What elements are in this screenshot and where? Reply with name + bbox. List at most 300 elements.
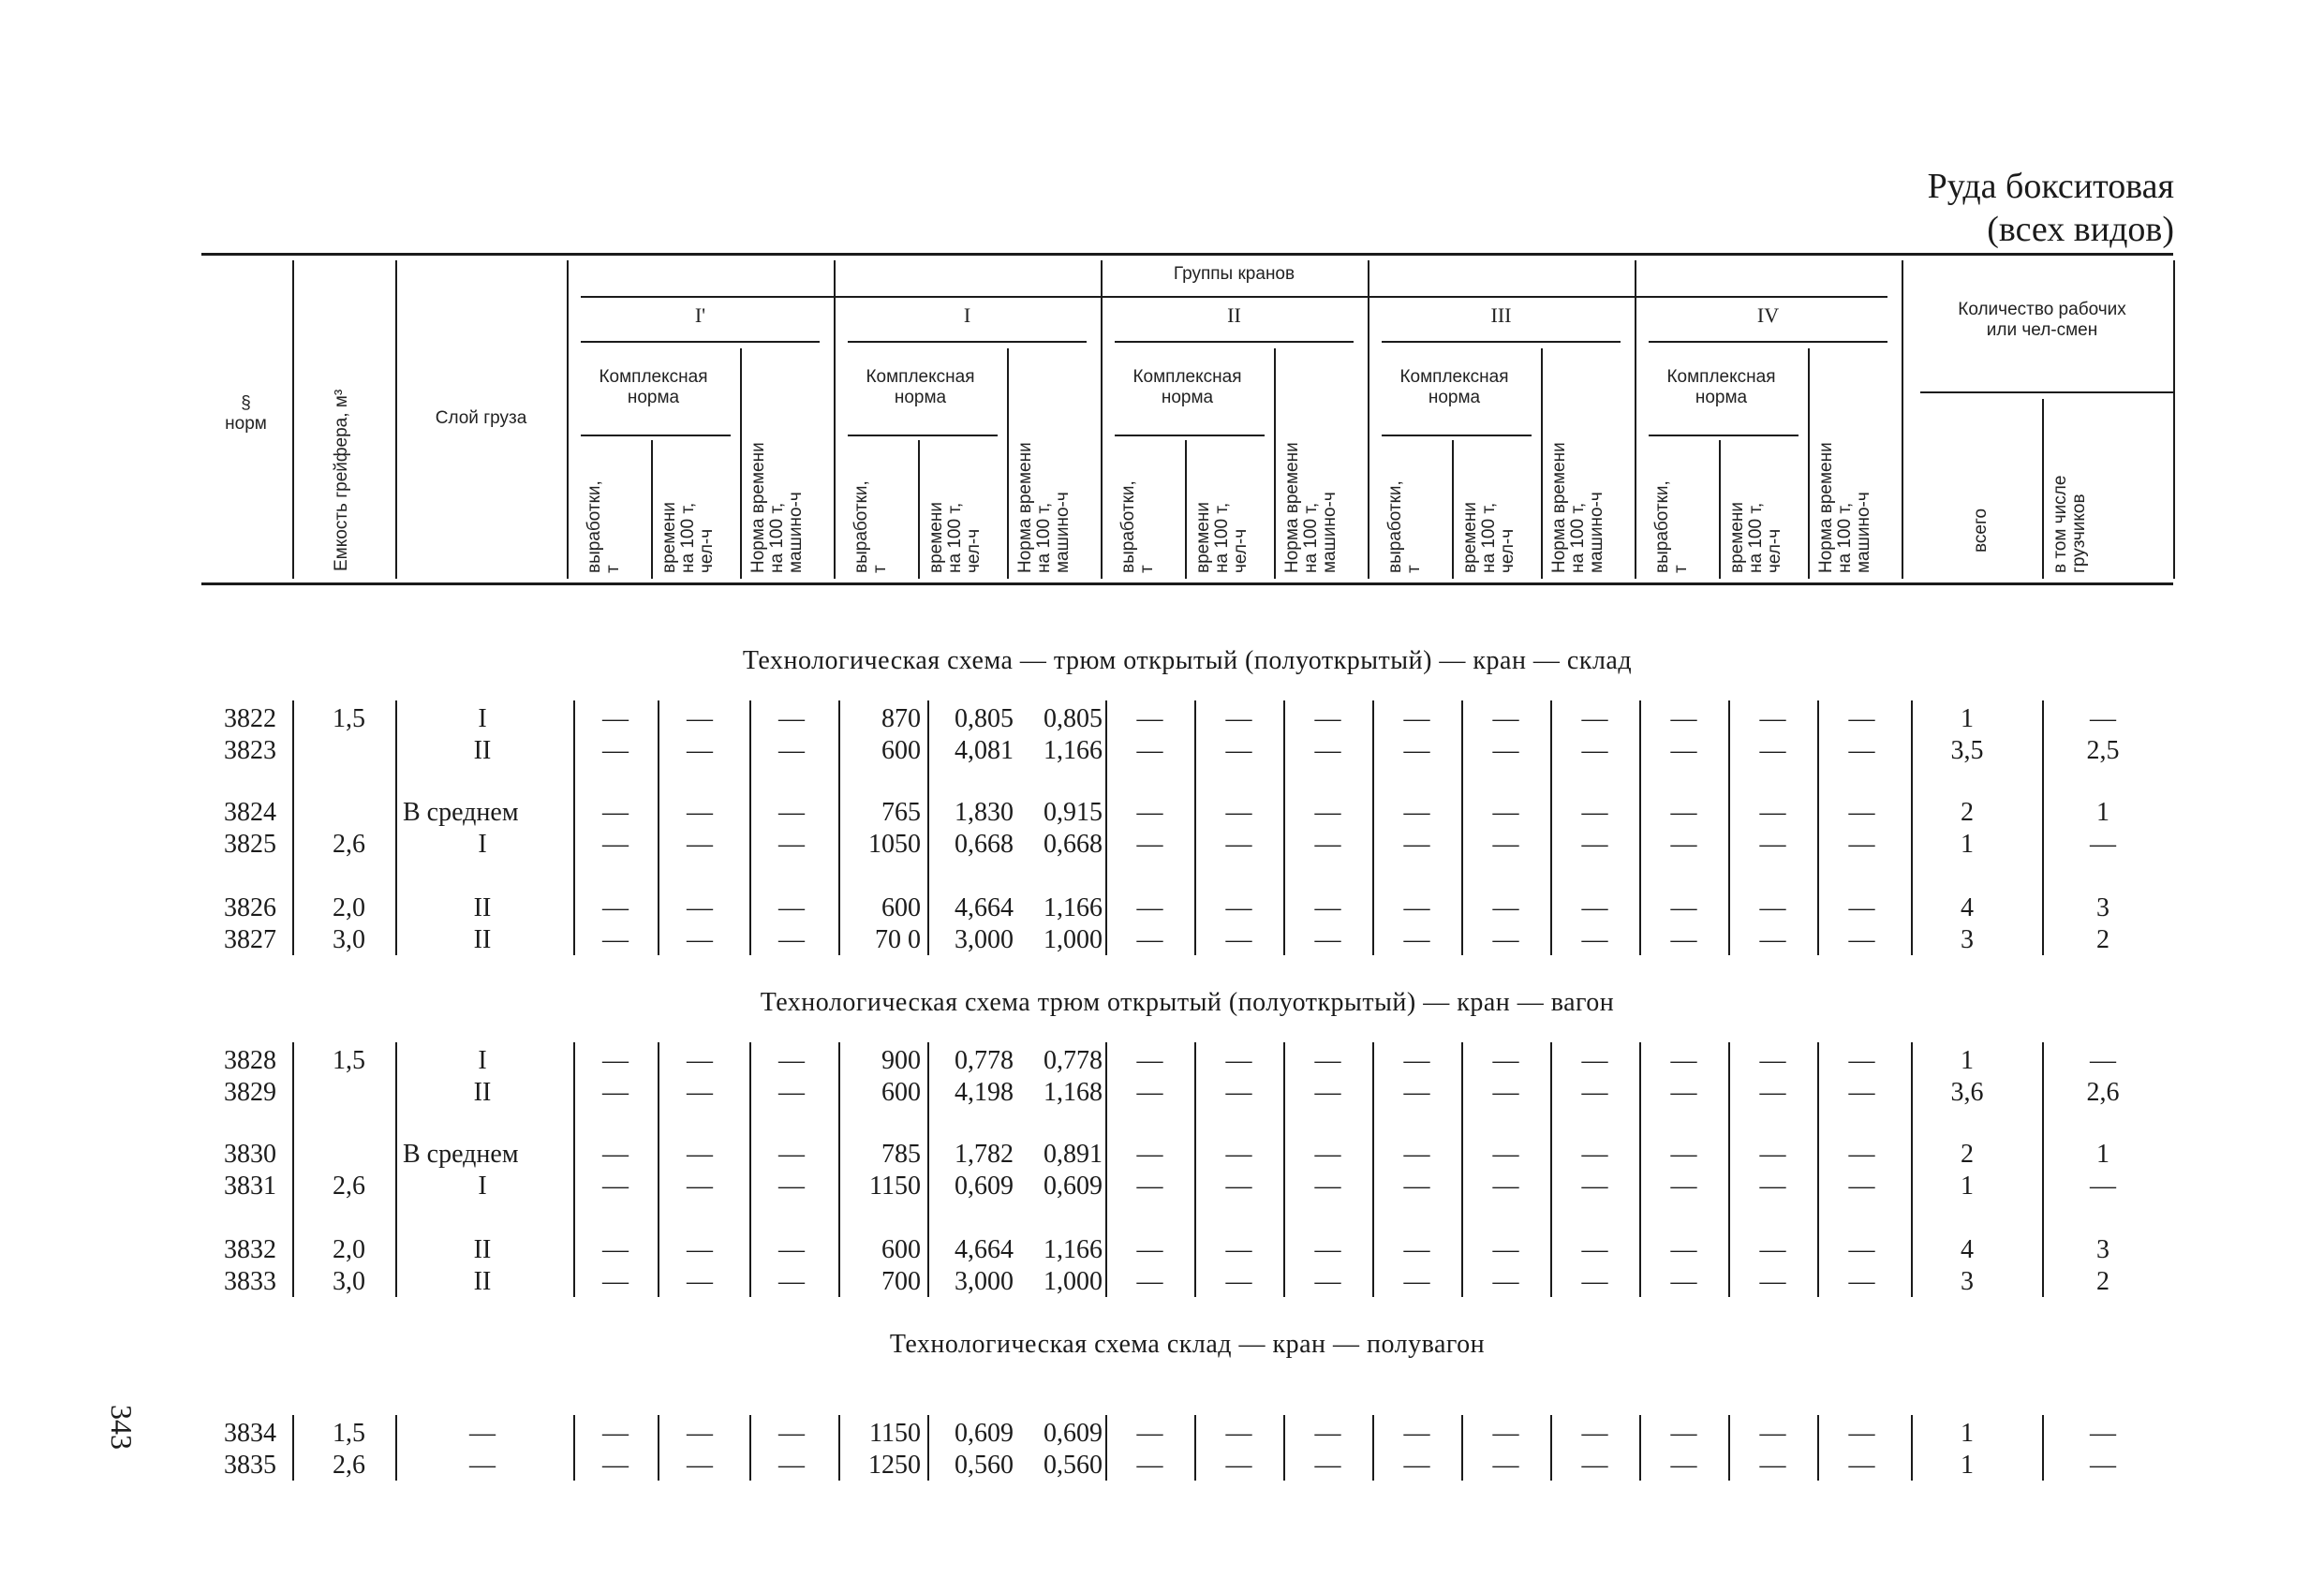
group-i-prime-dash: — xyxy=(778,893,805,922)
empty-group-dash: — xyxy=(1759,798,1786,827)
complex-split-rule xyxy=(1808,348,1810,579)
empty-group-dash: — xyxy=(1314,925,1341,954)
header-col-rule xyxy=(2173,260,2175,579)
empty-group-dash: — xyxy=(1225,1140,1252,1169)
empty-group-dash: — xyxy=(1492,925,1519,954)
empty-group-dash: — xyxy=(1848,1419,1875,1448)
empty-group-dash: — xyxy=(1670,830,1697,859)
table-row xyxy=(0,830,2324,860)
empty-group-dash: — xyxy=(1670,798,1697,827)
group-i-prime-dash: — xyxy=(602,736,629,765)
empty-group-dash: — xyxy=(1136,830,1163,859)
cargo-layer: — xyxy=(469,1419,496,1448)
complex-norm-label: Комплексная норма xyxy=(1399,367,1509,407)
time-value: 0,805 xyxy=(955,704,1014,733)
workers-loaders: 2 xyxy=(2096,925,2109,954)
time-value: 1,782 xyxy=(955,1140,1014,1169)
workers-total: 1 xyxy=(1961,1172,1974,1201)
time-value: 0,668 xyxy=(955,830,1014,859)
empty-group-dash: — xyxy=(1136,893,1163,922)
machine-value: 1,166 xyxy=(1044,1235,1103,1264)
title-line-1: Руда бокситовая xyxy=(1927,167,2174,206)
empty-group-dash: — xyxy=(1403,893,1430,922)
empty-group-dash: — xyxy=(1314,1078,1341,1107)
time-value: 4,664 xyxy=(955,893,1014,922)
output-value: 600 xyxy=(881,1078,921,1107)
empty-group-dash: — xyxy=(1759,1078,1786,1107)
empty-group-dash: — xyxy=(1225,1451,1252,1480)
crane-group-label: IV xyxy=(1756,303,1780,327)
output-time-rule xyxy=(918,440,920,579)
time-value: 0,609 xyxy=(955,1419,1014,1448)
norm-number: 3825 xyxy=(224,830,276,859)
output-value: 785 xyxy=(881,1140,921,1169)
empty-group-dash: — xyxy=(1848,1078,1875,1107)
machine-value: 0,891 xyxy=(1044,1140,1103,1169)
workers-total: 2 xyxy=(1961,798,1974,827)
empty-group-dash: — xyxy=(1403,1235,1430,1264)
group-i-prime-dash: — xyxy=(687,1235,713,1264)
workers-total: 1 xyxy=(1961,1046,1974,1075)
time-value: 4,081 xyxy=(955,736,1014,765)
time-label: времени на 100 т, чел-ч xyxy=(926,502,984,573)
machine-value: 0,560 xyxy=(1044,1451,1103,1480)
empty-group-dash: — xyxy=(1848,830,1875,859)
empty-group-dash: — xyxy=(1314,798,1341,827)
empty-group-dash: — xyxy=(1492,1451,1519,1480)
group-i-prime-dash: — xyxy=(778,1267,805,1296)
output-label: выработки, т xyxy=(1385,480,1424,573)
loaders-label: в том числе грузчиков xyxy=(2050,475,2089,573)
cargo-layer: В среднем xyxy=(403,1140,519,1169)
output-value: 1150 xyxy=(869,1419,921,1448)
group-i-prime-dash: — xyxy=(602,1078,629,1107)
empty-group-dash: — xyxy=(1759,1267,1786,1296)
cargo-layer: II xyxy=(473,1235,492,1264)
workers-total: 4 xyxy=(1961,893,1974,922)
cargo-layer: I xyxy=(478,1172,487,1201)
empty-group-dash: — xyxy=(1314,1419,1341,1448)
workers-split-rule xyxy=(2042,399,2044,579)
table-row xyxy=(0,1419,2324,1449)
complex-split-rule xyxy=(740,348,742,579)
workers-total: 3,5 xyxy=(1950,736,1984,765)
empty-group-dash: — xyxy=(1492,1078,1519,1107)
group-i-prime-dash: — xyxy=(778,1078,805,1107)
page-title xyxy=(1928,165,2174,251)
cargo-layer: — xyxy=(469,1451,496,1480)
empty-group-dash: — xyxy=(1225,925,1252,954)
output-value: 900 xyxy=(881,1046,921,1075)
empty-group-dash: — xyxy=(1670,1140,1697,1169)
grab-capacity: 2,0 xyxy=(333,1235,365,1264)
grab-capacity: 3,0 xyxy=(333,1267,365,1296)
norm-number: 3832 xyxy=(224,1235,276,1264)
workers-total: 2 xyxy=(1961,1140,1974,1169)
norm-number: 3829 xyxy=(224,1078,276,1107)
empty-group-dash: — xyxy=(1848,1046,1875,1075)
workers-total: 1 xyxy=(1961,704,1974,733)
empty-group-dash: — xyxy=(1670,1235,1697,1264)
output-value: 600 xyxy=(881,1235,921,1264)
group-i-prime-dash: — xyxy=(687,736,713,765)
machine-label: Норма времени на 100 т, машино-ч xyxy=(1816,442,1873,573)
empty-group-dash: — xyxy=(1314,1451,1341,1480)
groups-label: Группы кранов xyxy=(1173,264,1295,284)
time-value: 3,000 xyxy=(955,925,1014,954)
group-sub-rule xyxy=(1382,341,1621,343)
empty-group-dash: — xyxy=(1581,1172,1608,1201)
cargo-layer: I xyxy=(478,704,487,733)
group-i-prime-dash: — xyxy=(602,1267,629,1296)
empty-group-dash: — xyxy=(1314,830,1341,859)
machine-value: 0,915 xyxy=(1044,798,1103,827)
empty-group-dash: — xyxy=(1136,1078,1163,1107)
workers-loaders: — xyxy=(2090,1451,2116,1480)
grab-capacity: 1,5 xyxy=(333,1046,365,1075)
time-value: 1,830 xyxy=(955,798,1014,827)
table-header-bottom-rule xyxy=(201,582,2173,585)
time-label: времени на 100 т, чел-ч xyxy=(1727,502,1784,573)
empty-group-dash: — xyxy=(1492,893,1519,922)
norm-label: § норм xyxy=(225,393,267,434)
crane-group-label: I' xyxy=(694,303,706,327)
workers-loaders: 2,6 xyxy=(2086,1078,2120,1107)
group-i-prime-dash: — xyxy=(687,1172,713,1201)
empty-group-dash: — xyxy=(1136,704,1163,733)
machine-value: 1,168 xyxy=(1044,1078,1103,1107)
empty-group-dash: — xyxy=(1581,925,1608,954)
empty-group-dash: — xyxy=(1492,1046,1519,1075)
empty-group-dash: — xyxy=(1492,1235,1519,1264)
empty-group-dash: — xyxy=(1403,1451,1430,1480)
empty-group-dash: — xyxy=(1403,736,1430,765)
complex-sub-rule xyxy=(581,435,731,436)
cargo-layer: II xyxy=(473,893,492,922)
workers-loaders: 1 xyxy=(2096,798,2109,827)
empty-group-dash: — xyxy=(1670,736,1697,765)
empty-group-dash: — xyxy=(1314,1267,1341,1296)
machine-value: 1,000 xyxy=(1044,925,1103,954)
empty-group-dash: — xyxy=(1314,893,1341,922)
empty-group-dash: — xyxy=(1225,1235,1252,1264)
empty-group-dash: — xyxy=(1225,704,1252,733)
workers-loaders: 2 xyxy=(2096,1267,2109,1296)
grab-capacity: 2,0 xyxy=(333,893,365,922)
group-sub-rule xyxy=(1115,341,1354,343)
group-i-prime-dash: — xyxy=(687,1419,713,1448)
complex-sub-rule xyxy=(1649,435,1799,436)
machine-label: Норма времени на 100 т, машино-ч xyxy=(1015,442,1073,573)
empty-group-dash: — xyxy=(1581,1140,1608,1169)
output-value: 600 xyxy=(881,893,921,922)
time-value: 0,560 xyxy=(955,1451,1014,1480)
empty-group-dash: — xyxy=(1492,704,1519,733)
empty-group-dash: — xyxy=(1581,1267,1608,1296)
output-label: выработки, т xyxy=(585,480,623,573)
table-row xyxy=(0,1267,2324,1297)
table-row xyxy=(0,1078,2324,1108)
complex-norm-label: Комплексная норма xyxy=(1666,367,1776,407)
empty-group-dash: — xyxy=(1848,1267,1875,1296)
empty-group-dash: — xyxy=(1136,1267,1163,1296)
empty-group-dash: — xyxy=(1136,925,1163,954)
empty-group-dash: — xyxy=(1848,1235,1875,1264)
group-i-prime-dash: — xyxy=(602,1451,629,1480)
empty-group-dash: — xyxy=(1136,1172,1163,1201)
time-value: 4,198 xyxy=(955,1078,1014,1107)
empty-group-dash: — xyxy=(1670,704,1697,733)
empty-group-dash: — xyxy=(1136,1451,1163,1480)
group-i-prime-dash: — xyxy=(602,798,629,827)
grab-capacity: 2,6 xyxy=(333,830,365,859)
workers-total: 3,6 xyxy=(1950,1078,1984,1107)
empty-group-dash: — xyxy=(1670,1078,1697,1107)
machine-value: 0,778 xyxy=(1044,1046,1103,1075)
title-line-2: (всех видов) xyxy=(1987,210,2174,249)
empty-group-dash: — xyxy=(1581,1078,1608,1107)
group-i-prime-dash: — xyxy=(602,1046,629,1075)
output-label: выработки, т xyxy=(851,480,890,573)
empty-group-dash: — xyxy=(1759,1046,1786,1075)
group-i-prime-dash: — xyxy=(687,1451,713,1480)
empty-group-dash: — xyxy=(1759,1451,1786,1480)
empty-group-dash: — xyxy=(1581,1419,1608,1448)
empty-group-dash: — xyxy=(1225,736,1252,765)
empty-group-dash: — xyxy=(1225,798,1252,827)
group-i-prime-dash: — xyxy=(687,1078,713,1107)
empty-group-dash: — xyxy=(1581,1046,1608,1075)
norm-number: 3822 xyxy=(224,704,276,733)
section-title: Технологическая схема трюм открытый (полуоткрытый) — кран — вагон xyxy=(760,988,1615,1017)
group-i-prime-dash: — xyxy=(687,893,713,922)
empty-group-dash: — xyxy=(1314,1235,1341,1264)
empty-group-dash: — xyxy=(1759,893,1786,922)
group-i-prime-dash: — xyxy=(602,1235,629,1264)
empty-group-dash: — xyxy=(1848,893,1875,922)
table-row xyxy=(0,704,2324,734)
machine-label: Норма времени на 100 т, машино-ч xyxy=(1282,442,1340,573)
empty-group-dash: — xyxy=(1581,704,1608,733)
empty-group-dash: — xyxy=(1581,798,1608,827)
output-value: 870 xyxy=(881,704,921,733)
complex-sub-rule xyxy=(1382,435,1532,436)
total-label: всего xyxy=(1971,508,1991,553)
empty-group-dash: — xyxy=(1848,1172,1875,1201)
workers-label: Количество рабочих или чел-смен xyxy=(1958,300,2126,340)
empty-group-dash: — xyxy=(1759,1235,1786,1264)
table-row xyxy=(0,1235,2324,1265)
time-value: 3,000 xyxy=(955,1267,1014,1296)
output-value: 1050 xyxy=(868,830,921,859)
group-i-prime-dash: — xyxy=(778,1419,805,1448)
grab-capacity: 2,6 xyxy=(333,1172,365,1201)
complex-split-rule xyxy=(1007,348,1009,579)
empty-group-dash: — xyxy=(1492,736,1519,765)
time-value: 0,778 xyxy=(955,1046,1014,1075)
group-i-prime-dash: — xyxy=(778,736,805,765)
empty-group-dash: — xyxy=(1492,798,1519,827)
table-row xyxy=(0,893,2324,923)
group-i-prime-dash: — xyxy=(602,830,629,859)
group-i-prime-dash: — xyxy=(602,1172,629,1201)
empty-group-dash: — xyxy=(1225,893,1252,922)
groups-rule xyxy=(581,296,1887,298)
machine-value: 0,805 xyxy=(1044,704,1103,733)
empty-group-dash: — xyxy=(1136,1419,1163,1448)
empty-group-dash: — xyxy=(1670,1419,1697,1448)
workers-total: 3 xyxy=(1961,1267,1974,1296)
workers-loaders: — xyxy=(2090,704,2116,733)
cargo-layer: II xyxy=(473,736,492,765)
cargo-layer: I xyxy=(478,1046,487,1075)
cargo-layer: II xyxy=(473,1267,492,1296)
machine-value: 0,609 xyxy=(1044,1172,1103,1201)
group-i-prime-dash: — xyxy=(778,1451,805,1480)
group-i-prime-dash: — xyxy=(687,1267,713,1296)
empty-group-dash: — xyxy=(1848,798,1875,827)
empty-group-dash: — xyxy=(1225,1078,1252,1107)
empty-group-dash: — xyxy=(1314,1046,1341,1075)
group-i-prime-dash: — xyxy=(778,1140,805,1169)
empty-group-dash: — xyxy=(1581,736,1608,765)
norm-number: 3823 xyxy=(224,736,276,765)
time-label: времени на 100 т, чел-ч xyxy=(1193,502,1251,573)
group-i-prime-dash: — xyxy=(778,1172,805,1201)
empty-group-dash: — xyxy=(1225,1046,1252,1075)
group-i-prime-dash: — xyxy=(602,1419,629,1448)
complex-sub-rule xyxy=(848,435,998,436)
time-value: 4,664 xyxy=(955,1235,1014,1264)
section-title: Технологическая схема — трюм открытый (полуоткрытый) — кран — склад xyxy=(742,646,1633,675)
table-top-rule xyxy=(201,253,2173,256)
group-i-prime-dash: — xyxy=(687,1046,713,1075)
empty-group-dash: — xyxy=(1759,1172,1786,1201)
empty-group-dash: — xyxy=(1136,1140,1163,1169)
empty-group-dash: — xyxy=(1581,1451,1608,1480)
group-i-prime-dash: — xyxy=(778,704,805,733)
empty-group-dash: — xyxy=(1492,1419,1519,1448)
table-row xyxy=(0,1172,2324,1201)
group-i-prime-dash: — xyxy=(778,1046,805,1075)
output-value: 1250 xyxy=(868,1451,921,1480)
layer-label: Слой груза xyxy=(435,408,527,428)
empty-group-dash: — xyxy=(1581,893,1608,922)
machine-value: 0,668 xyxy=(1044,830,1103,859)
empty-group-dash: — xyxy=(1759,704,1786,733)
grab-capacity: 1,5 xyxy=(333,1419,365,1448)
norm-number: 3827 xyxy=(224,925,276,954)
norm-number: 3835 xyxy=(224,1451,276,1480)
empty-group-dash: — xyxy=(1759,1140,1786,1169)
group-i-prime-dash: — xyxy=(778,798,805,827)
output-value: 1150 xyxy=(869,1172,921,1201)
output-value: 700 xyxy=(881,1267,921,1296)
norm-number: 3831 xyxy=(224,1172,276,1201)
table-row xyxy=(0,1140,2324,1170)
empty-group-dash: — xyxy=(1581,1235,1608,1264)
cargo-layer: II xyxy=(473,1078,492,1107)
group-i-prime-dash: — xyxy=(778,830,805,859)
machine-value: 1,166 xyxy=(1044,736,1103,765)
output-time-rule xyxy=(1719,440,1721,579)
empty-group-dash: — xyxy=(1136,1046,1163,1075)
empty-group-dash: — xyxy=(1403,1419,1430,1448)
group-i-prime-dash: — xyxy=(602,925,629,954)
norm-number: 3826 xyxy=(224,893,276,922)
group-i-prime-dash: — xyxy=(687,1140,713,1169)
table-row xyxy=(0,1451,2324,1481)
workers-loaders: 3 xyxy=(2096,893,2109,922)
output-value: 70 0 xyxy=(875,925,921,954)
empty-group-dash: — xyxy=(1492,1172,1519,1201)
crane-group-label: II xyxy=(1227,303,1241,327)
empty-group-dash: — xyxy=(1314,704,1341,733)
group-i-prime-dash: — xyxy=(602,893,629,922)
empty-group-dash: — xyxy=(1670,1172,1697,1201)
empty-group-dash: — xyxy=(1136,1235,1163,1264)
empty-group-dash: — xyxy=(1670,893,1697,922)
group-i-prime-dash: — xyxy=(778,925,805,954)
empty-group-dash: — xyxy=(1136,736,1163,765)
empty-group-dash: — xyxy=(1225,830,1252,859)
header-col-rule xyxy=(292,260,294,579)
empty-group-dash: — xyxy=(1314,1140,1341,1169)
machine-label: Норма времени на 100 т, машино-ч xyxy=(748,442,806,573)
empty-group-dash: — xyxy=(1314,1172,1341,1201)
output-time-rule xyxy=(1452,440,1454,579)
grab-label: Емкость грейфера, м³ xyxy=(332,389,351,571)
table-row xyxy=(0,1046,2324,1076)
empty-group-dash: — xyxy=(1759,1419,1786,1448)
complex-norm-label: Комплексная норма xyxy=(1132,367,1242,407)
grab-capacity: 2,6 xyxy=(333,1451,365,1480)
empty-group-dash: — xyxy=(1403,925,1430,954)
machine-value: 0,609 xyxy=(1044,1419,1103,1448)
complex-norm-label: Комплексная норма xyxy=(599,367,708,407)
workers-total: 1 xyxy=(1961,1451,1974,1480)
group-i-prime-dash: — xyxy=(778,1235,805,1264)
empty-group-dash: — xyxy=(1403,1046,1430,1075)
group-i-prime-dash: — xyxy=(687,798,713,827)
table-row xyxy=(0,925,2324,955)
workers-loaders: — xyxy=(2090,830,2116,859)
empty-group-dash: — xyxy=(1403,798,1430,827)
empty-group-dash: — xyxy=(1492,830,1519,859)
group-i-prime-dash: — xyxy=(687,704,713,733)
crane-group-label: III xyxy=(1490,303,1512,327)
workers-total: 4 xyxy=(1961,1235,1974,1264)
machine-label: Норма времени на 100 т, машино-ч xyxy=(1549,442,1606,573)
empty-group-dash: — xyxy=(1403,1078,1430,1107)
page-number: 343 xyxy=(105,1405,139,1450)
empty-group-dash: — xyxy=(1403,1267,1430,1296)
empty-group-dash: — xyxy=(1492,1140,1519,1169)
empty-group-dash: — xyxy=(1670,1267,1697,1296)
workers-sub-rule xyxy=(1920,391,2173,393)
empty-group-dash: — xyxy=(1759,736,1786,765)
empty-group-dash: — xyxy=(1848,1451,1875,1480)
machine-value: 1,166 xyxy=(1044,893,1103,922)
workers-total: 1 xyxy=(1961,830,1974,859)
output-label: выработки, т xyxy=(1118,480,1157,573)
empty-group-dash: — xyxy=(1136,798,1163,827)
table-row xyxy=(0,798,2324,828)
workers-loaders: — xyxy=(2090,1419,2116,1448)
time-value: 0,609 xyxy=(955,1172,1014,1201)
workers-loaders: — xyxy=(2090,1172,2116,1201)
empty-group-dash: — xyxy=(1670,1451,1697,1480)
